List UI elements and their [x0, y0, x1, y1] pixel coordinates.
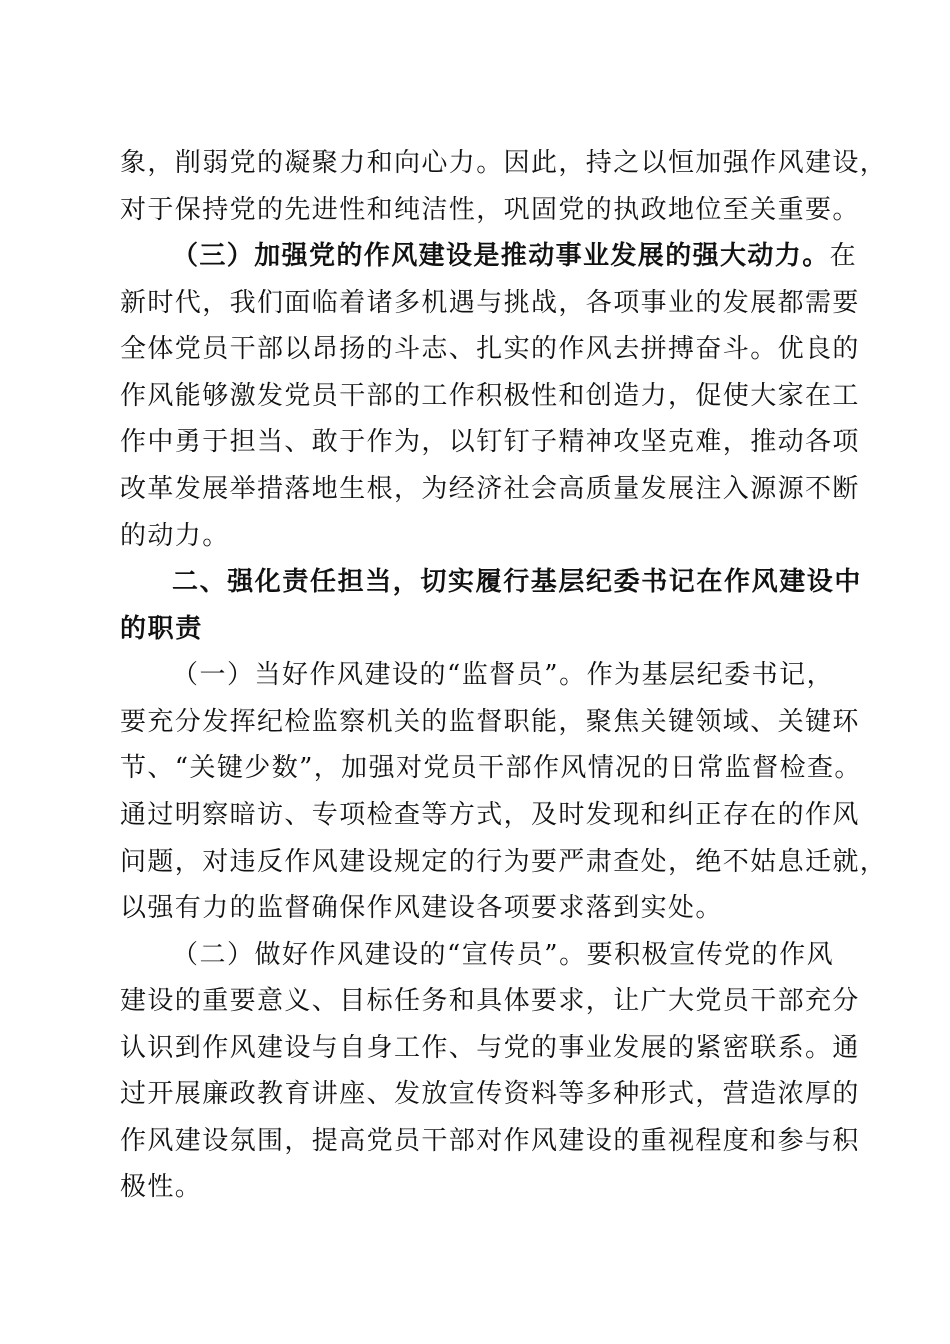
paragraph-text: 在	[829, 241, 858, 271]
paragraph-line: 全体党员干部以昂扬的斗志、扎实的作风去拼搏奋斗。优良的	[120, 334, 860, 364]
paragraph-line: 问题，对违反作风建设规定的行为要严肃查处，绝不姑息迁就，	[120, 847, 888, 877]
paragraph-line: 建设的重要意义、目标任务和具体要求，让广大党员干部充分	[120, 986, 860, 1016]
paragraph-line: 过开展廉政教育讲座、发放宣传资料等多种形式，营造浓厚的	[120, 1079, 860, 1109]
section-heading: 的职责	[120, 614, 203, 644]
paragraph-line: 对于保持党的先进性和纯洁性，巩固党的执政地位至关重要。	[120, 195, 860, 225]
paragraph-line: 以强有力的监督确保作风建设各项要求落到实处。	[120, 893, 723, 923]
section-heading: 二、强化责任担当，切实履行基层纪委书记在作风建设中	[172, 567, 863, 597]
paragraph-line: 作中勇于担当、敢于作为，以钉钉子精神攻坚克难，推动各项	[120, 427, 860, 457]
subsection-lead-line: （一）当好作风建设的“监督员”。作为基层纪委书记，	[172, 660, 834, 690]
subsection-title: （三）加强党的作风建设是推动事业发展的强大动力。	[172, 241, 830, 271]
paragraph-line: 要充分发挥纪检监察机关的监督职能，聚焦关键领域、关键环	[120, 707, 860, 737]
subsection-lead-line: （二）做好作风建设的“宣传员”。要积极宣传党的作风	[172, 940, 834, 970]
paragraph-line: 极性。	[120, 1172, 203, 1202]
paragraph-line: 通过明察暗访、专项检查等方式，及时发现和纠正存在的作风	[120, 800, 860, 830]
subsection-lead-line	[172, 236, 858, 276]
paragraph-line: 作风建设氛围，提高党员干部对作风建设的重视程度和参与积	[120, 1126, 860, 1156]
paragraph-line: 新时代，我们面临着诸多机遇与挑战，各项事业的发展都需要	[120, 288, 860, 318]
paragraph-line: 作风能够激发党员干部的工作积极性和创造力，促使大家在工	[120, 381, 860, 411]
paragraph-line: 改革发展举措落地生根，为经济社会高质量发展注入源源不断	[120, 474, 860, 504]
paragraph-line: 象，削弱党的凝聚力和向心力。因此，持之以恒加强作风建设，	[120, 148, 888, 178]
paragraph-line: 认识到作风建设与自身工作、与党的事业发展的紧密联系。通	[120, 1033, 860, 1063]
paragraph-line: 节、“关键少数”，加强对党员干部作风情况的日常监督检查。	[120, 753, 862, 783]
paragraph-line: 的动力。	[120, 521, 230, 551]
